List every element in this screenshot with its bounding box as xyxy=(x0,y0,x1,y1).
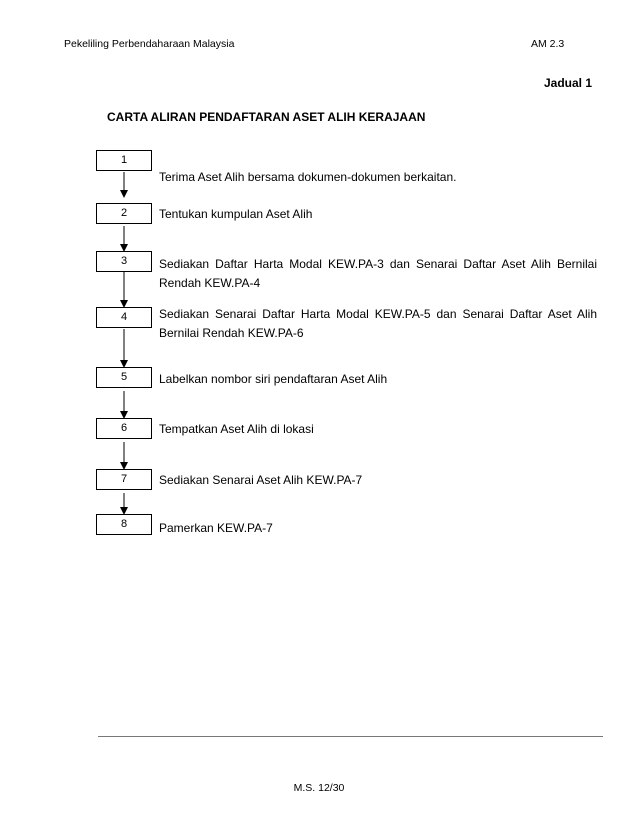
step-box-1: 1 xyxy=(96,150,152,171)
step-text-8: Pamerkan KEW.PA-7 xyxy=(159,521,273,535)
step-box-7: 7 xyxy=(96,469,152,490)
page-number: M.S. 12/30 xyxy=(293,782,345,794)
step-text-1: Terima Aset Alih bersama dokumen-dokumen berkaitan. xyxy=(159,170,457,184)
step-box-3: 3 xyxy=(96,251,152,272)
footer-divider xyxy=(98,736,603,737)
step-text-5: Labelkan nombor siri pendaftaran Aset Alih xyxy=(159,372,388,386)
step-box-4: 4 xyxy=(96,307,152,328)
step-box-8: 8 xyxy=(96,514,152,535)
step-text-4: Sediakan Senarai Daftar Harta Modal KEW.PA-5 dan Senarai Daftar Aset Alih Bernilai Rendah KEW.PA-6 xyxy=(159,307,597,340)
flowchart-title: CARTA ALIRAN PENDAFTARAN ASET ALIH KERAJAAN xyxy=(107,110,426,124)
running-header-right: AM 2.3 xyxy=(531,38,565,50)
step-box-6: 6 xyxy=(96,418,152,439)
step-text-3: Sediakan Daftar Harta Modal KEW.PA-3 dan Senarai Daftar Aset Alih Bernilai Rendah KEW.PA-4 xyxy=(159,257,597,290)
step-text-2: Tentukan kumpulan Aset Alih xyxy=(159,207,313,221)
step-text-7: Sediakan Senarai Aset Alih KEW.PA-7 xyxy=(159,473,363,487)
step-box-5: 5 xyxy=(96,367,152,388)
running-header-left: Pekeliling Perbendaharaan Malaysia xyxy=(64,38,235,50)
step-box-2: 2 xyxy=(96,203,152,224)
table-label: Jadual 1 xyxy=(543,76,592,90)
step-text-6: Tempatkan Aset Alih di lokasi xyxy=(159,422,314,436)
